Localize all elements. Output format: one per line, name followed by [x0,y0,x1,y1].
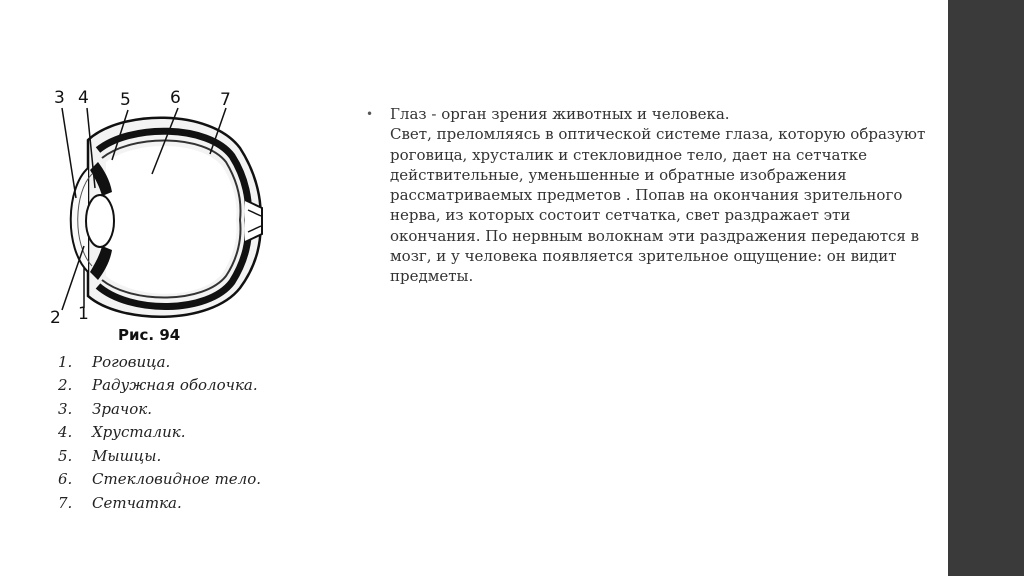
legend-text: Стекловидное тело. [92,470,262,489]
legend-number: 2. [58,376,73,395]
callout-7: 7 [220,90,231,110]
legend-list [52,350,261,515]
legend-text: Сетчатка. [92,493,182,512]
callout-6: 6 [170,88,181,108]
right-sidebar [948,0,1024,576]
legend-item [52,421,261,445]
legend-number: 1. [58,352,73,371]
callout-5: 5 [120,90,131,110]
bullet-icon: • [366,107,374,121]
description-body: Свет, преломляясь в оптической системе глаза, которую образуют роговица, хрусталик и стекловидное тело, дает на сетчатке действительные, уменьшенные и обратные изображения рассматриваемых предметов . Попав на окончания зрительного нерва, из которых состоит сетчатка, свет раздражает эти окончания. По нервным волокнам эти раздражения передаются в мозг, и у человека появляется зрительное ощущение: он видит предметы. [390,125,926,286]
description-text [366,104,926,287]
lens [86,195,114,247]
description-first-line: Глаз - орган зрения животных и человека. [390,105,730,123]
legend-number: 7. [58,493,73,512]
figure-caption: Рис. 94 [118,326,181,344]
eye-diagram [40,88,280,350]
callout-3: 3 [54,88,65,108]
eye-drawing [40,88,280,350]
callout-1: 1 [78,304,89,324]
legend-number: 3. [58,399,73,418]
legend-number: 6. [58,470,73,489]
legend-text: Зрачок. [92,399,152,418]
legend-text: Хрусталик. [92,423,186,442]
legend-item [52,350,261,374]
optic-nerve [245,200,262,242]
legend-item [52,491,261,515]
legend-item [52,397,261,421]
legend-text: Радужная оболочка. [92,376,258,395]
legend-number: 4. [58,423,73,442]
legend-item [52,468,261,492]
callout-4: 4 [78,88,89,108]
legend-text: Роговица. [92,352,171,371]
callout-2: 2 [50,308,61,328]
legend-text: Мышцы. [92,446,162,465]
legend-number: 5. [58,446,73,465]
vitreous-body [106,146,236,294]
legend-item [52,444,261,468]
legend-item [52,374,261,398]
